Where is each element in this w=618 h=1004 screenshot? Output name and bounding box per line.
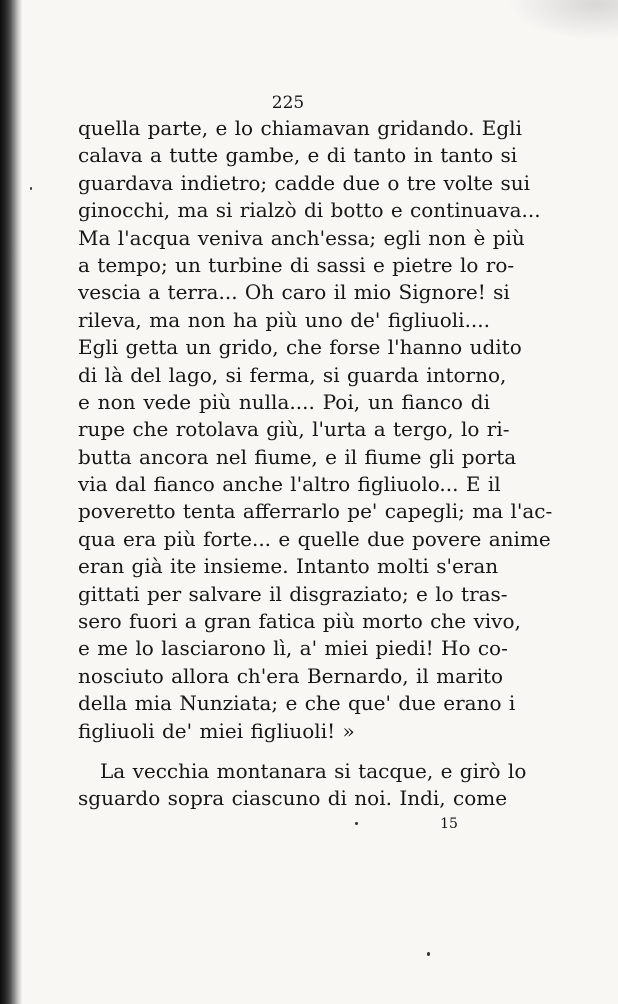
text-line: eran già ite insieme. Intanto molti s'eran: [78, 554, 499, 579]
text-line: di là del lago, si ferma, si guarda intorno,: [78, 362, 507, 387]
text-line: guardava indietro; cadde due o tre volte sui: [78, 170, 531, 195]
text-line: quella parte, e lo chiamavan gridando. Egli: [78, 116, 522, 140]
text-line: ginocchi, ma si rialzò di botto e continuava...: [78, 198, 541, 223]
text-line: via dal fianco anche l'altro figliuolo... E il: [78, 472, 501, 497]
text-line: Egli getta un grido, che forse l'hanno udito: [78, 335, 522, 360]
page-stain: [508, 0, 618, 40]
ink-speck: [427, 952, 430, 956]
ink-speck: [30, 187, 32, 190]
ink-speck: [355, 822, 358, 825]
text-line: calava a tutte gambe, e di tanto in tanto si: [78, 143, 518, 168]
text-line: nosciuto allora ch'era Bernardo, il marito: [78, 663, 504, 688]
text-line: sguardo sopra ciascuno di noi. Indi, come: [78, 786, 508, 811]
binding-edge: [0, 0, 22, 1004]
text-line: a tempo; un turbine di sassi e pietre lo ro-: [78, 252, 515, 277]
text-line: rupe che rotolava giù, l'urta a tergo, lo ri-: [78, 417, 510, 442]
text-line: La vecchia montanara si tacque, e girò lo: [100, 759, 527, 783]
text-line: e me lo lasciarono lì, a' miei piedi! Ho co-: [78, 636, 508, 661]
text-line: della mia Nunziata; e che que' due erano i: [78, 691, 516, 716]
text-line: rileva, ma non ha più uno de' figliuoli....: [78, 307, 490, 332]
text-line: poveretto tenta afferrarlo pe' capegli; ma l'ac-: [78, 499, 553, 524]
paragraph-2: [78, 758, 527, 813]
text-line: sero fuori a gran fatica più morto che vivo,: [78, 609, 521, 634]
text-line: figliuoli de' miei figliuoli! »: [78, 718, 355, 743]
text-line: vescia a terra... Oh caro il mio Signore! si: [78, 280, 510, 305]
text-line: Ma l'acqua veniva anch'essa; egli non è più: [78, 225, 525, 250]
text-line: gittati per salvare il disgraziato; e lo tras-: [78, 581, 508, 606]
text-line: e non vede più nulla.... Poi, un fianco di: [78, 389, 490, 414]
signature-mark: 15: [440, 816, 458, 832]
page-number: 225: [271, 93, 305, 113]
paragraph-1: [78, 115, 553, 745]
text-line: qua era più forte... e quelle due povere anime: [78, 526, 551, 551]
text-line: butta ancora nel fiume, e il fiume gli porta: [78, 444, 517, 469]
